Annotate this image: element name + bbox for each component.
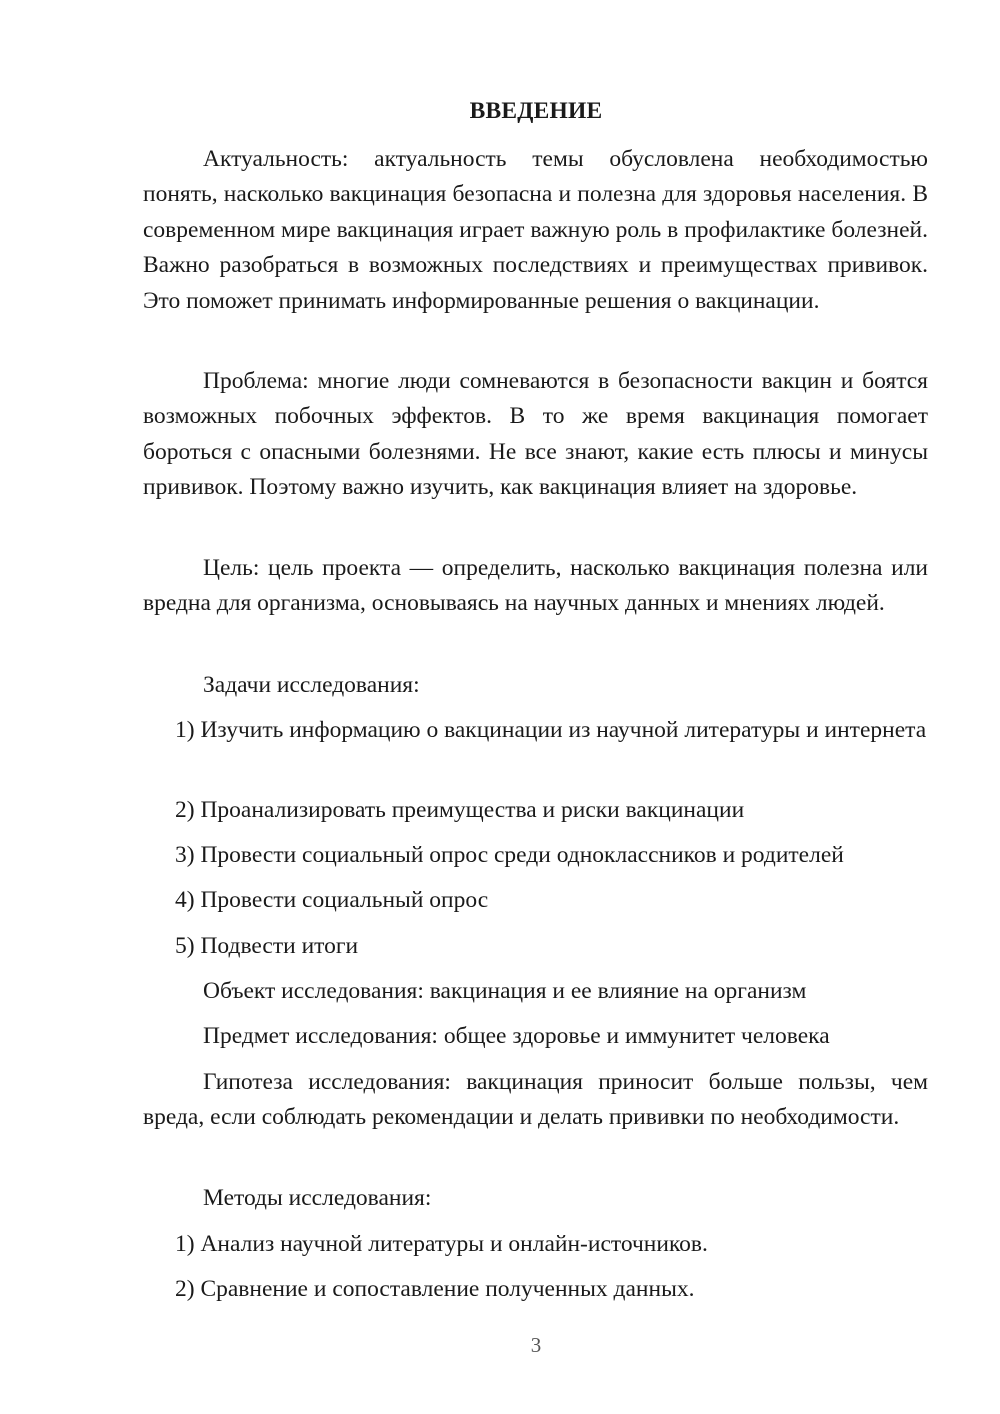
task-item: 4) Провести социальный опрос (175, 887, 489, 913)
section-heading: ВВЕДЕНИЕ (469, 98, 603, 124)
problem-paragraph: Проблема: многие люди сомневаются в безопасности вакцин и боятся возможных побочных эффектов. В то же время вакцинация помогает бороться с опасными болезнями. Не все знают, какие есть плюсы и минусы прививок. Поэтому важно изучить, как вакцинация влияет на здоровье. (143, 368, 928, 501)
relevance-paragraph: Актуальность: актуальность темы обусловлена необходимостью понять, насколько вакцинация безопасна и полезна для здоровья населения. В современном мире вакцинация играет важную роль в профилактике болезней. Важно разобраться в возможных последствиях и преимуществах прививок. Это поможет принимать информированные решения о вакцинации. (143, 146, 928, 314)
task-item: 3) Провести социальный опрос среди одноклассников и родителей (175, 842, 844, 868)
method-item: 1) Анализ научной литературы и онлайн-источников. (175, 1231, 708, 1257)
task-item: 1) Изучить информацию о вакцинации из научной литературы и интернета (175, 717, 927, 743)
tasks-title: Задачи исследования: (203, 672, 420, 698)
method-item: 2) Сравнение и сопоставление полученных данных. (175, 1276, 695, 1302)
task-item: 2) Проанализировать преимущества и риски вакцинации (175, 797, 745, 823)
methods-title: Методы исследования: (203, 1185, 432, 1211)
page-number: 3 (530, 1333, 542, 1357)
task-item: 5) Подвести итоги (175, 933, 359, 959)
hypothesis-paragraph: Гипотеза исследования: вакцинация приносит больше пользы, чем вреда, если соблюдать рекомендации и делать прививки по необходимости. (143, 1069, 928, 1131)
goal-paragraph: Цель: цель проекта — определить, насколько вакцинация полезна или вредна для организма, основываясь на научных данных и мнениях людей. (143, 555, 928, 617)
subject-paragraph: Предмет исследования: общее здоровье и иммунитет человека (203, 1023, 830, 1049)
object-paragraph: Объект исследования: вакцинация и ее влияние на организм (203, 978, 807, 1004)
